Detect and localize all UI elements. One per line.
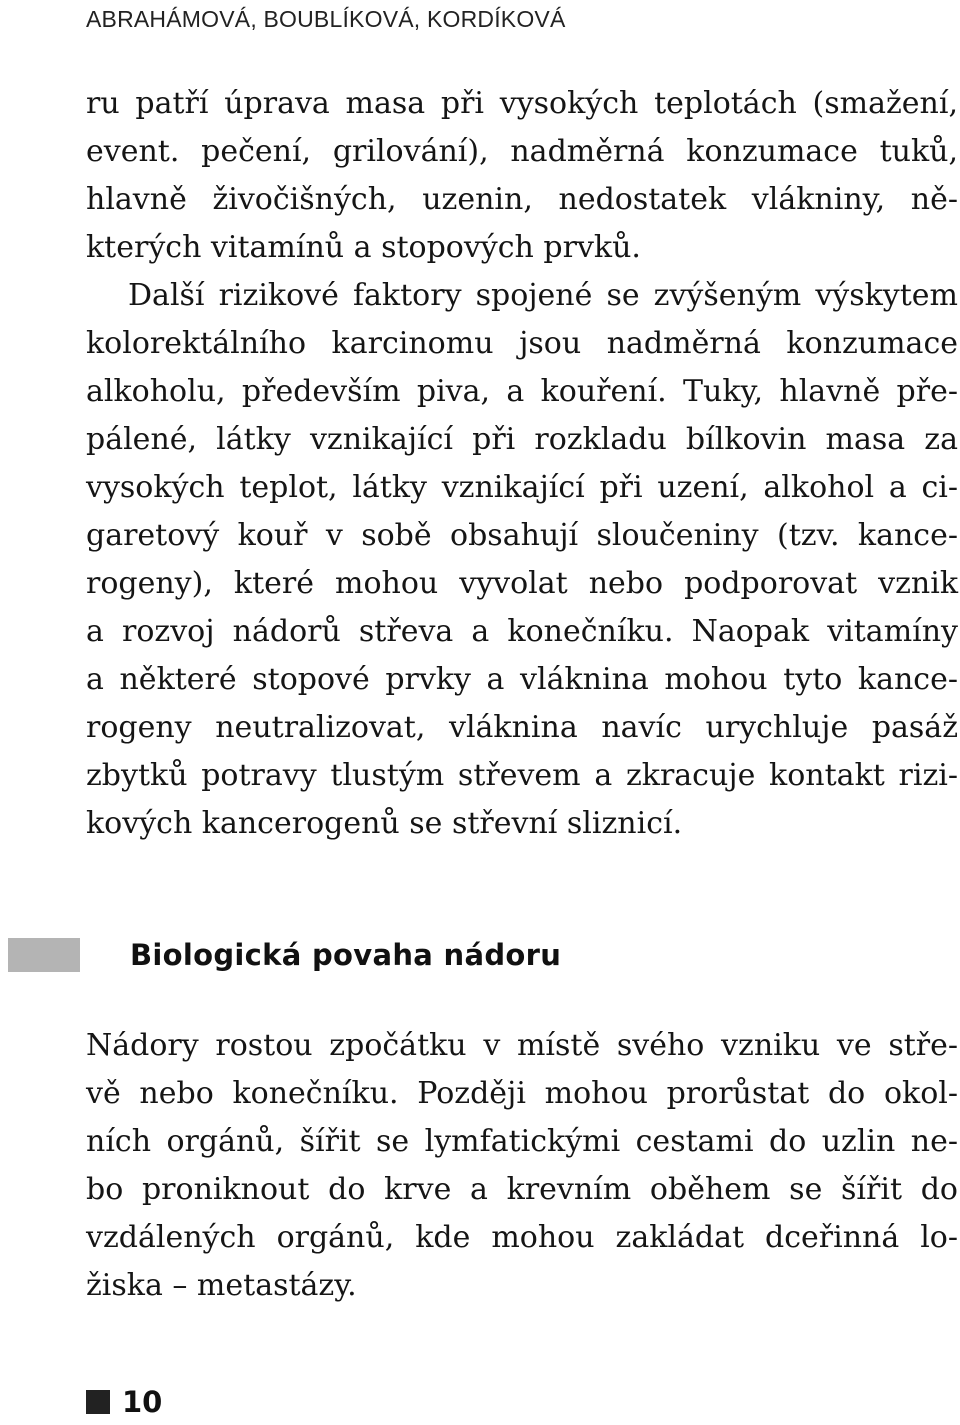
text-line: vě nebo konečníku. Později mohou prorůstat do okol- [86,1076,958,1111]
text-line: alkoholu, především piva, a kouření. Tuky, hlavně pře- [86,374,958,409]
section-title: Biologická povaha nádoru [130,938,562,972]
text-line: Další rizikové faktory spojené se zvýšeným výskytem [128,278,958,313]
text-line: vzdálených orgánů, kde mohou zakládat dceřinná lo- [86,1220,958,1255]
text-line: Nádory rostou zpočátku v místě svého vzniku ve stře- [86,1028,958,1063]
text-line: garetový kouř v sobě obsahují sloučeniny (tzv. kance- [86,518,958,553]
text-line: kterých vitamínů a stopových prvků. [86,230,641,265]
heading-marker-bar [8,938,80,972]
text-line: kových kancerogenů se střevní sliznicí. [86,806,683,841]
body-paragraph-1 [86,80,958,848]
text-line: rogeny neutralizovat, vláknina navíc urychluje pasáž [86,710,958,745]
text-line: rogeny), které mohou vyvolat nebo podporovat vznik [86,566,958,601]
text-line: a rozvoj nádorů střeva a konečníku. Naopak vitamíny [86,614,958,649]
text-line: pálené, látky vznikající při rozkladu bílkovin masa za [86,422,958,457]
text-line: žiska – metastázy. [86,1268,357,1303]
section-heading [0,926,960,984]
text-line: hlavně živočišných, uzenin, nedostatek vlákniny, ně- [86,182,958,217]
text-line: a některé stopové prvky a vláknina mohou tyto kance- [86,662,958,697]
page-number-text: 10 [122,1385,163,1419]
text-line: bo proniknout do krve a krevním oběhem se šířit do [86,1172,958,1207]
text-line: kolorektálního karcinomu jsou nadměrná konzumace [86,326,958,361]
body-paragraph-2 [86,1022,958,1310]
page-marker-square [86,1390,110,1414]
text-line: zbytků potravy tlustým střevem a zkracuje kontakt rizi- [86,758,958,793]
text-line: ních orgánů, šířit se lymfatickými cestami do uzlin ne- [86,1124,958,1159]
running-header: ABRAHÁMOVÁ, BOUBLÍKOVÁ, KORDÍKOVÁ [86,6,566,32]
text-line: event. pečení, grilování), nadměrná konzumace tuků, [86,134,958,169]
text-line: ru patří úprava masa při vysokých teplotách (smažení, [86,86,958,121]
text-line: vysokých teplot, látky vznikající při uzení, alkohol a ci- [86,470,958,505]
